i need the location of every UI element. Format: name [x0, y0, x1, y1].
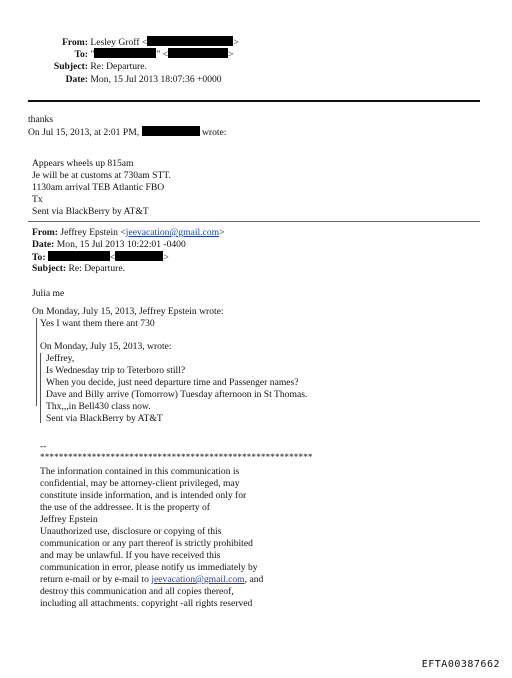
email-link[interactable]: jeevacation@gmail.com [125, 227, 220, 238]
quote-line: Dave and Billy arrive (Tomorrow) Tuesday afternoon in St Thomas. [46, 389, 308, 400]
subject-value: Re: Departure. [90, 61, 147, 72]
inner-date-value: Mon, 15 Jul 2013 10:22:01 -0400 [56, 239, 186, 250]
date-value: Mon, 15 Jul 2013 18:07:36 +0000 [90, 74, 222, 85]
body-line: Tx [32, 194, 43, 205]
quote-line: Is Wednesday trip to Teterboro still? [46, 365, 186, 376]
redaction-box [147, 36, 233, 46]
header-date-row [48, 74, 222, 85]
to-quote: " [90, 49, 95, 60]
signature-dashes: -- [40, 441, 47, 452]
header-divider [28, 100, 480, 102]
disclaimer-line: including all attachments. copyright -all rights reserved [40, 598, 253, 609]
quote-intro-wrote: wrote: [201, 127, 227, 138]
disclaimer-line: and may be unlawful. If you have received this [40, 550, 221, 561]
body-line: Sent via BlackBerry by AT&T [32, 206, 149, 217]
inner-date-row [32, 239, 186, 250]
inner-from-close: > [219, 227, 225, 238]
disclaimer-line: communication or any part thereof is strictly prohibited [40, 538, 253, 549]
monday-quote-2: On Monday, July 15, 2013, wrote: [40, 341, 172, 352]
disclaimer-line: The information contained in this communication is [40, 466, 240, 477]
disclaimer-line: communication in error, please notify us immediately by [40, 562, 258, 573]
quote-bar [36, 318, 37, 406]
inner-to-label: To: [32, 252, 46, 263]
body-line: 1130am arrival TEB Atlantic FBO [32, 182, 165, 193]
header-subject-row [48, 61, 147, 72]
from-value: Lesley Groff < [90, 37, 148, 48]
disclaimer-line: the use of the addressee. It is the property of [40, 502, 210, 513]
to-close: > [228, 49, 234, 60]
body-line: Appears wheels up 815am [32, 158, 134, 169]
inner-subject-row [32, 263, 125, 274]
quote-intro-text: On Jul 15, 2013, at 2:01 PM, [28, 127, 140, 138]
thanks-text: thanks [28, 114, 54, 125]
julia-text: Julia me [32, 288, 65, 299]
inner-subject-value: Re: Departure. [68, 263, 125, 274]
redaction-box [115, 251, 163, 261]
inner-subject-label: Subject: [32, 263, 67, 274]
inner-date-label: Date: [32, 239, 55, 250]
date-label: Date: [65, 74, 88, 85]
email-link[interactable]: jeevacation@gmail.com [151, 574, 245, 585]
redaction-box [142, 126, 200, 136]
inner-to-mid: < [109, 252, 116, 263]
redaction-box [48, 251, 110, 261]
to-label: To: [74, 49, 88, 60]
quote-line: Thx,,,in Bell430 class now. [46, 401, 151, 412]
inner-divider [28, 221, 480, 222]
quote-intro [28, 126, 226, 138]
inner-from-label: From: [32, 227, 58, 238]
quote-line: Sent via BlackBerry by AT&T [46, 413, 163, 424]
reply-yes: Yes I want them there ant 730 [40, 318, 155, 329]
disclaimer-return-line [40, 574, 263, 585]
disclaimer-line: confidential, may be attorney-client privileged, may [40, 478, 240, 489]
body-line: Je will be at customs at 730am STT. [32, 170, 171, 181]
quote-line: When you decide, just need departure time and Passenger names? [46, 377, 299, 388]
return-text-end: , and [244, 574, 264, 585]
redaction-box [168, 48, 228, 58]
disclaimer-line: Unauthorized use, disclosure or copying of this [40, 526, 222, 537]
quote-bar [40, 353, 41, 423]
disclaimer-line: Jeffrey Epstein [40, 514, 98, 525]
inner-from-value: Jeffrey Epstein < [60, 227, 126, 238]
inner-to-close: > [163, 252, 169, 263]
disclaimer-line: destroy this communication and all copies thereof, [40, 586, 234, 597]
redaction-box [94, 48, 156, 58]
monday-quote-1: On Monday, July 15, 2013, Jeffrey Epstein wrote: [32, 306, 224, 317]
from-label: From: [62, 37, 88, 48]
to-mid: " < [156, 49, 169, 60]
from-close: > [233, 37, 239, 48]
inner-from-row [32, 227, 225, 238]
subject-label: Subject: [53, 61, 88, 72]
return-text: return e-mail or by e-mail to [40, 574, 152, 585]
bates-number: EFTA00387662 [421, 659, 500, 670]
disclaimer-line: constitute inside information, and is intended only for [40, 490, 247, 501]
header-to-row [48, 48, 233, 60]
inner-to-row [32, 251, 169, 263]
star-divider: ********************************************************** [40, 452, 313, 462]
header-from-row [48, 36, 239, 48]
quote-line: Jeffrey, [46, 353, 75, 364]
